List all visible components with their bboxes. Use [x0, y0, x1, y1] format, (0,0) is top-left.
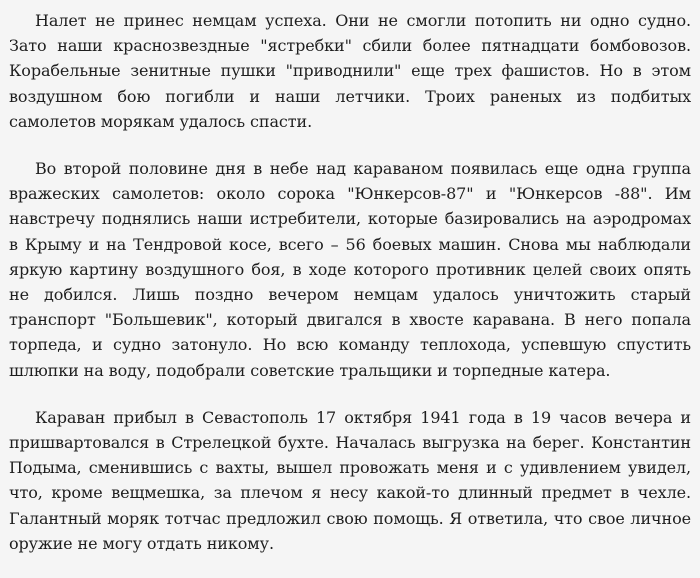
- paragraph-second-attack: Во второй половине дня в небе над караваном появилась еще одна группа вражеских самолетов: около сорока "Юнкерсов-87" и "Юнкерсов -88". Им навстречу поднялись наши истребители, которые базировались на аэродромах в Крыму и на Тендровой косе, всего – 56 боевых машин. Снова мы наблюдали яркую картину воздушного боя, в ходе которого противник целей своих опять не добился. Лишь поздно вечером немцам удалось уничтожить старый транспорт "Большевик", который двигался в хвосте каравана. В него попала торпеда, и судно затонуло. Но всю команду теплохода, успевшую спустить шлюпки на воду, подобрали советские тральщики и торпедные катера.: [9, 159, 691, 380]
- paragraph-air-raid: Налет не принес немцам успеха. Они не смогли потопить ни одно судно. Зато наши краснозвездные "ястребки" сбили более пятнадцати бомбовозов. Корабельные зенитные пушки "приводнили" еще трех фашистов. Но в этом воздушном бою погибли и наши летчики. Троих раненых из подбитых самолетов морякам удалось спасти.: [9, 11, 691, 131]
- paragraph-arrival-sevastopol: Караван прибыл в Севастополь 17 октября 1941 года в 19 часов вечера и пришвартовался в Стрелецкой бухте. Началась выгрузка на берег. Константин Подыма, сменившись с вахты, вышел провожать меня и с удивлением увидел, что, кроме вещмешка, за плечом я несу какой-то длинный предмет в чехле. Галантный моряк тотчас предложил свою помощь. Я ответила, что свое личное оружие не могу отдать никому.: [9, 407, 691, 553]
